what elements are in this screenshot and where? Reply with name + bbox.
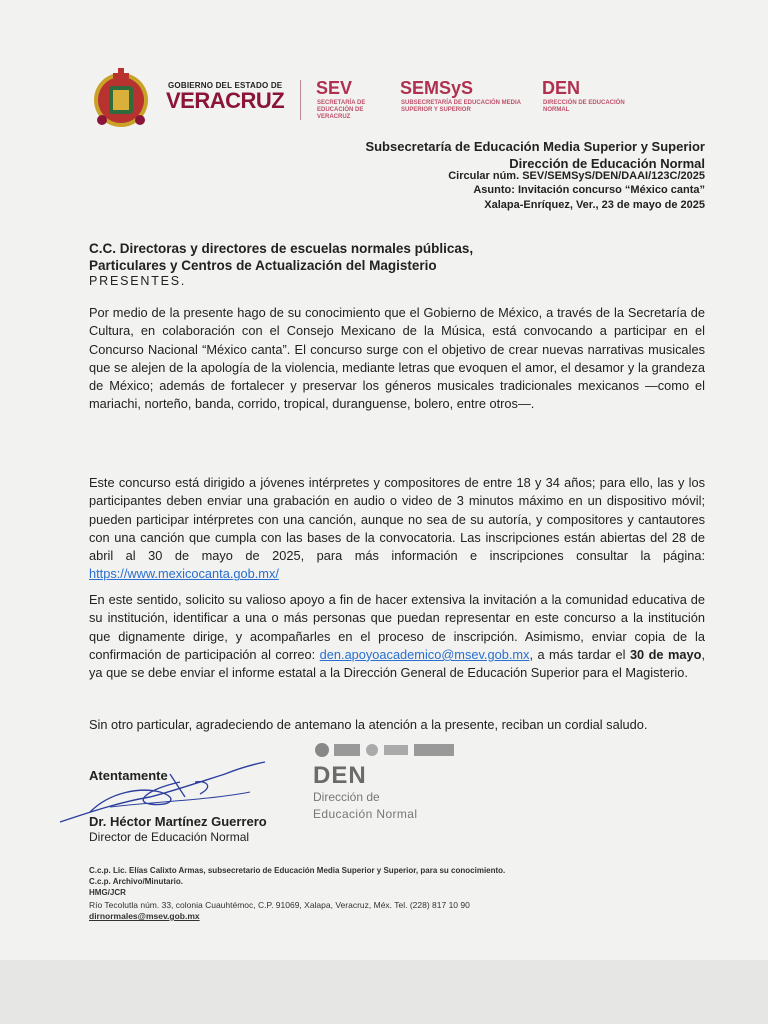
body-paragraph-2 bbox=[89, 474, 705, 584]
state-name: VERACRUZ bbox=[166, 88, 285, 113]
recipient-line-2: Particulares y Centros de Actualización del Magisterio bbox=[89, 258, 437, 273]
closing-label: Atentamente bbox=[89, 768, 168, 783]
stamp-line-2: Educación Normal bbox=[313, 807, 418, 821]
subsecretaria-heading: Subsecretaría de Educación Media Superior y Superior bbox=[365, 139, 705, 154]
signer-name: Dr. Héctor Martínez Guerrero bbox=[89, 814, 267, 829]
office-email-link[interactable]: dirnormales@msev.gob.mx bbox=[89, 911, 200, 921]
den-logo: DEN bbox=[542, 78, 581, 98]
recipient-line-1: C.C. Directoras y directores de escuelas normales públicas, bbox=[89, 241, 474, 256]
direccion-heading: Dirección de Educación Normal bbox=[509, 156, 705, 171]
stamp-logos-icon bbox=[314, 740, 464, 760]
body-paragraph-2-text: Este concurso está dirigido a jóvenes intérpretes y compositores de entre 18 y 34 años; para ello, las y los participantes deben enviar una grabación en audio o video de 3 minutos máximo en un dispositivo móvil; pueden participar intérpretes con una canción, aunque no sea de su autoría, y compositores y cantautores con una canción que cumpla con las bases de la convocatoria. Las inscripciones están abiertas del 28 de abril al 30 de mayo de 2025, para más información e inscripciones consultar la página: bbox=[89, 475, 705, 564]
confirmation-email-link[interactable]: den.apoyoacademico@msev.gob.mx bbox=[319, 646, 530, 662]
semsys-logo: SEMSyS bbox=[400, 78, 474, 98]
circular-number: Circular núm. SEV/SEMSyS/DEN/DAAI/123C/2025 bbox=[448, 170, 705, 182]
contest-website-link[interactable]: https://www.mexicocanta.gob.mx/ bbox=[89, 566, 279, 582]
body-paragraph-3-end: , ya que se debe enviar el informe estatal a la Dirección General de Educación Superior para el Magisterio. bbox=[89, 646, 705, 681]
ccp-line-2: C.c.p. Archivo/Minutario. bbox=[89, 877, 183, 886]
logo-divider bbox=[300, 80, 301, 120]
presentes-label: PRESENTES. bbox=[89, 274, 187, 288]
body-paragraph-1: Por medio de la presente hago de su conocimiento que el Gobierno de México, a través de la Secretaría de Cultura, en colaboración con el Consejo Mexicano de la Música, está convocando a participar en el Concurso Nacional “México canta”. El concurso surge con el objetivo de crear nuevas narrativas musicales que se alejen de la apología de la violencia, mediante letras que evoquen el amor, el desamor y la grandeza de México; además de fortalecer y preservar los géneros musicales tradicionales mexicanos —como el mariachi, norteño, banda, corrido, tropical, duranguense, bolero, entre otros—. bbox=[89, 305, 705, 412]
sev-logo-subtitle: SECRETARÍA DE EDUCACIÓN DE VERACRUZ bbox=[317, 100, 366, 120]
body-paragraph-3-deadline-intro: , a más tardar el bbox=[529, 646, 626, 662]
den-logo-subtitle: DIRECCIÓN DE EDUCACIÓN NORMAL bbox=[543, 100, 625, 113]
body-paragraph-3 bbox=[89, 591, 705, 682]
sev-logo: SEV bbox=[316, 78, 353, 98]
signer-role: Director de Educación Normal bbox=[89, 830, 250, 844]
semsys-logo-subtitle: SUBSECRETARÍA DE EDUCACIÓN MEDIA SUPERIOR Y SUPERIOR bbox=[401, 100, 521, 113]
reference-initials: HMG/JCR bbox=[89, 888, 126, 897]
ccp-line-1: C.c.p. Lic. Elías Calixto Armas, subsecretario de Educación Media Superior y Superior, para su conocimiento. bbox=[89, 866, 506, 875]
body-paragraph-4: Sin otro particular, agradeciendo de antemano la atención a la presente, reciban un cordial saludo. bbox=[89, 717, 648, 732]
subject-line: Asunto: Invitación concurso “México canta” bbox=[473, 184, 705, 196]
page-bottom-shadow bbox=[0, 960, 768, 1024]
office-address: Río Tecolutla núm. 33, colonia Cuauhtémoc, C.P. 91069, Xalapa, Veracruz, Méx. Tel. (228) 817 10 90 bbox=[89, 900, 470, 910]
government-label: GOBIERNO DEL ESTADO DE bbox=[168, 81, 283, 90]
date-line: Xalapa-Enríquez, Ver., 23 de mayo de 2025 bbox=[484, 199, 705, 211]
stamp-line-1: Dirección de bbox=[313, 790, 380, 804]
deadline-date: 30 de mayo bbox=[629, 646, 702, 662]
veracruz-coat-of-arms-icon bbox=[92, 64, 150, 134]
body-paragraph-3-text: En este sentido, solicito su valioso apoyo a fin de hacer extensiva la invitación a la comunidad educativa de su institución, identificar a una o más personas que puedan representar en este concurso a la institución que dignamente dirige, y acompañarles en el proceso de inscripción. Asimismo, enviar copia de la confirmación de participación al correo: bbox=[89, 592, 705, 662]
stamp-abbreviation: DEN bbox=[313, 762, 367, 789]
